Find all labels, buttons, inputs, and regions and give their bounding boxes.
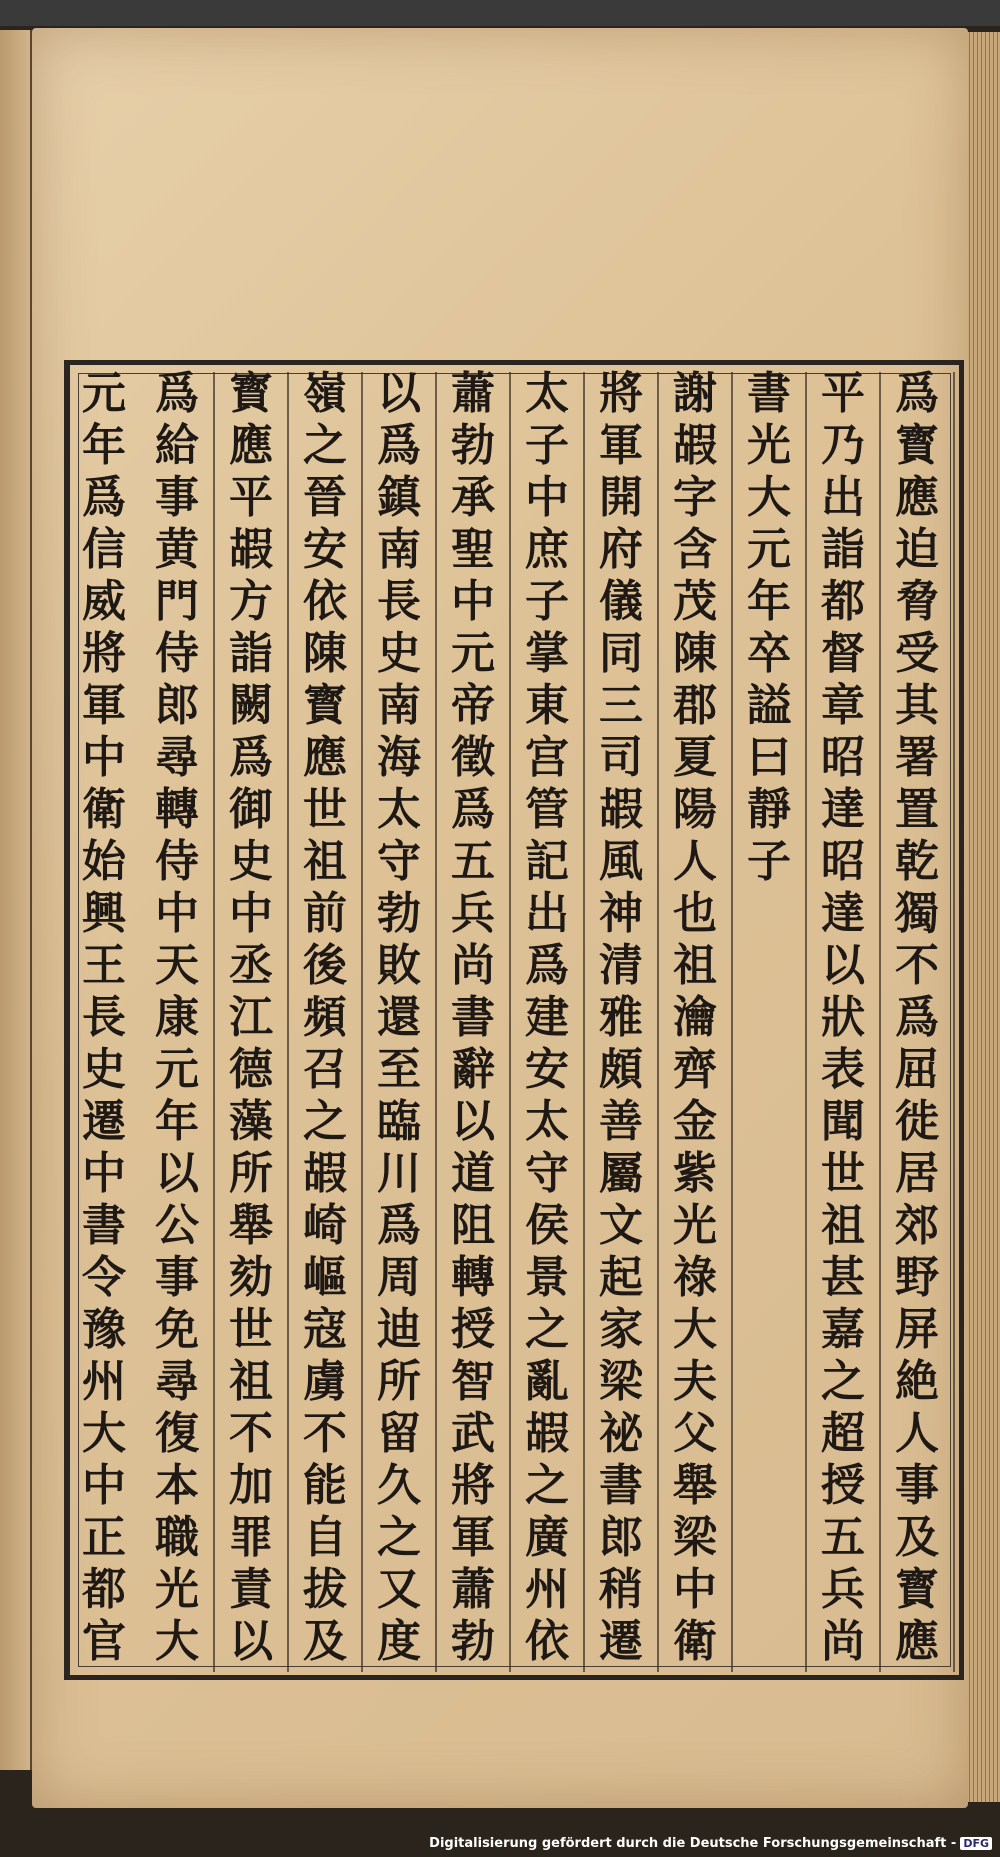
- text-column: 寳 應 平 嘏 方 詣 闕 爲 御 史 中 丞 江 德 藻 所 舉 劾 世 祖 不 加 罪 責 以: [215, 372, 289, 1672]
- text-column: 書 光 大 元 年 卒 謚 曰 靜 子: [733, 372, 807, 1672]
- left-page-edge: [0, 30, 32, 1770]
- text-column: 爲 寳 應 迫 脅 受 其 署 置 乾 獨 不 爲 屈 徙 居 郊 野 屏 絶 人 事 及 寳 應: [881, 372, 955, 1672]
- text-column: 爲 給 事 黄 門 侍 郎 尋 轉 侍 中 天 康 元 年 以 公 事 免 尋 復 本 職 光 大: [141, 372, 215, 1672]
- text-column: 平 乃 出 詣 都 督 章 昭 達 昭 達 以 狀 表 聞 世 祖 甚 嘉 之 超 授 五 兵 尚: [807, 372, 881, 1672]
- text-column: 以 爲 鎮 南 長 史 南 海 太 守 勃 敗 還 至 臨 川 爲 周 迪 所 留 久 之 又 度: [363, 372, 437, 1672]
- text-column: 謝 嘏 字 含 茂 陳 郡 夏 陽 人 也 祖 瀹 齊 金 紫 光 祿 大 夫 父 舉 梁 中 衛: [659, 372, 733, 1672]
- text-column: 元 年 爲 信 威 將 軍 中 衛 始 興 王 長 史 遷 中 書 令 豫 州 大 中 正 都 官: [82, 368, 126, 1667]
- text-column: 太 子 中 庶 子 掌 東 宫 管 記 出 爲 建 安 太 守 侯 景 之 亂 嘏 之 廣 州 依: [511, 372, 585, 1672]
- text-column: 蕭 勃 承 聖 中 元 帝 徵 爲 五 兵 尚 書 辭 以 道 阻 轉 授 智 武 將 軍 蕭 勃: [437, 372, 511, 1672]
- dfg-logo: DFG: [960, 1837, 992, 1850]
- page-stack-edge: [966, 32, 1000, 1802]
- text-column: 將 軍 開 府 儀 同 三 司 嘏 風 神 清 雅 頗 善 屬 文 起 家 梁 祕 書 郎 稍 遷: [585, 372, 659, 1672]
- credit-text: Digitalisierung gefördert durch die Deutsche Forschungsgemeinschaft -: [429, 1836, 957, 1851]
- digitization-credit: [429, 1836, 992, 1851]
- top-strip: [0, 0, 1000, 26]
- text-column: 嶺 之 晉 安 依 陳 寳 應 世 祖 前 後 頻 召 之 嘏 崎 嶇 寇 虜 不 能 自 拔 及: [289, 372, 363, 1672]
